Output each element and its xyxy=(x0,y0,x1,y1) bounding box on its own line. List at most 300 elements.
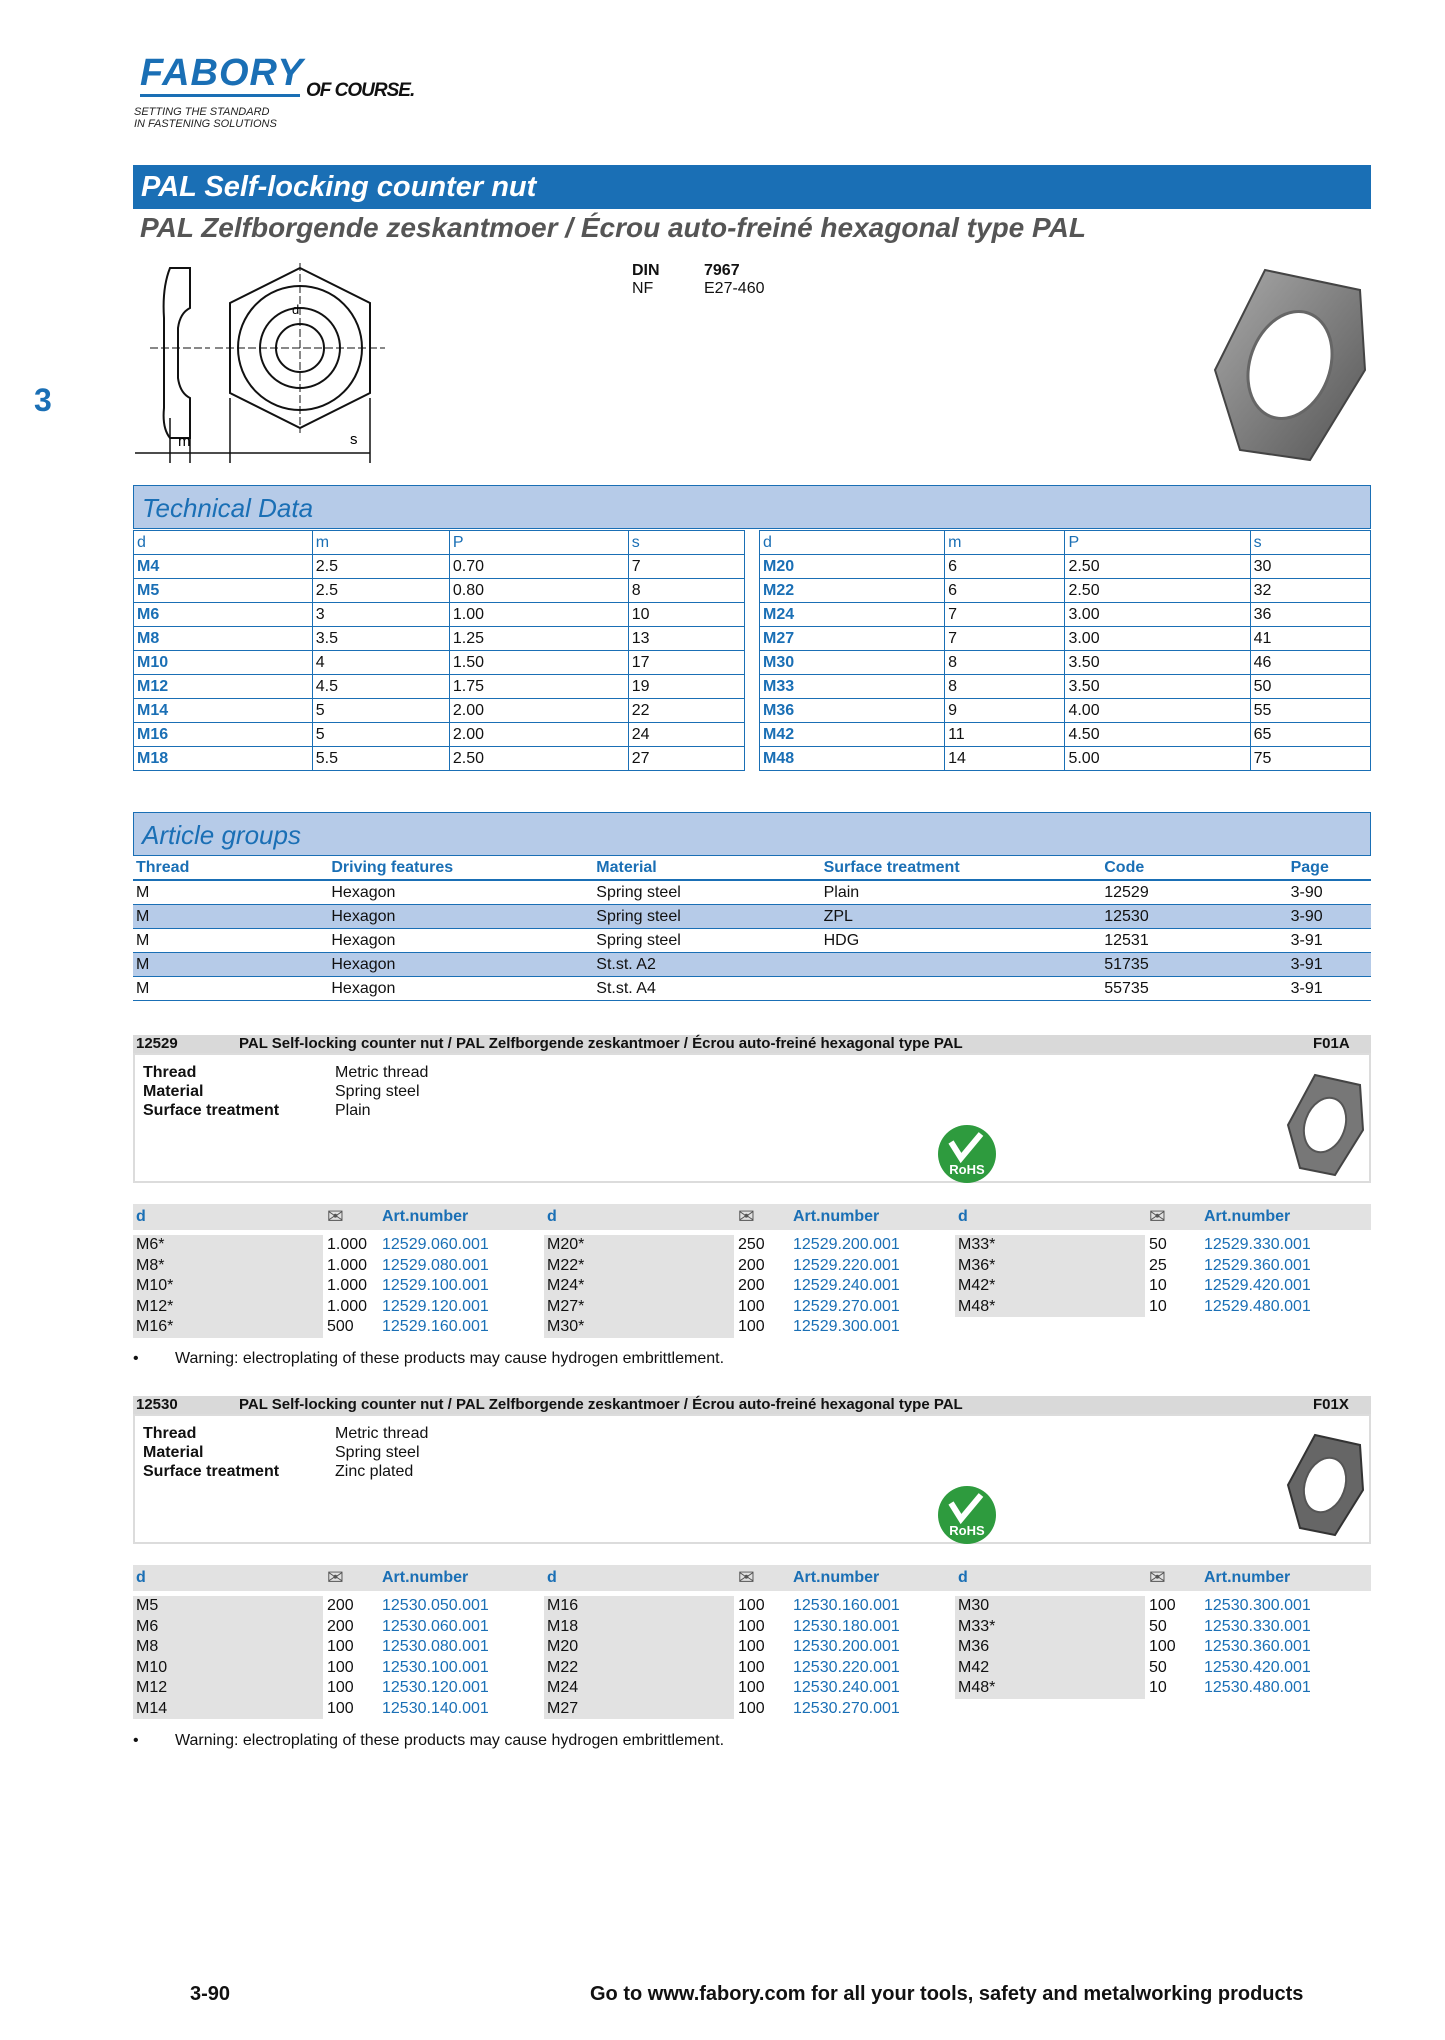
table-cell: 6 xyxy=(945,555,1065,579)
table-row xyxy=(134,723,745,747)
table-cell: 8 xyxy=(945,651,1065,675)
article-pack-qty: 50 xyxy=(1149,1236,1167,1253)
article-pack-qty: 10 xyxy=(1149,1277,1167,1294)
article-size: M30* xyxy=(544,1317,734,1338)
table-cell: 12531 xyxy=(1101,929,1287,953)
warning-note: • Warning: electroplating of these products may cause hydrogen embrittlement. xyxy=(133,1732,725,1749)
table-cell: 1.75 xyxy=(449,675,628,699)
column-header: Surface treatment xyxy=(821,856,1102,880)
table-cell: M8 xyxy=(134,627,313,651)
chapter-number: 3 xyxy=(34,382,52,418)
column-header-art-number: Art.number xyxy=(1204,1569,1291,1586)
package-icon: ✉ xyxy=(327,1567,344,1589)
package-icon: ✉ xyxy=(1149,1567,1166,1589)
article-size: M6 xyxy=(133,1617,323,1638)
article-row[interactable] xyxy=(955,1596,1366,1617)
table-cell: 5.00 xyxy=(1065,747,1250,771)
table-cell: 10 xyxy=(628,603,744,627)
technical-data-heading: Technical Data xyxy=(133,485,1371,529)
table-cell: 50 xyxy=(1250,675,1370,699)
table-cell: M30 xyxy=(760,651,945,675)
table-cell: M27 xyxy=(760,627,945,651)
table-cell: 2.50 xyxy=(1065,555,1250,579)
table-cell: 51735 xyxy=(1101,953,1287,977)
article-row[interactable] xyxy=(133,1637,544,1658)
table-cell: 8 xyxy=(945,675,1065,699)
property-label: Material xyxy=(143,1444,204,1461)
article-row[interactable] xyxy=(133,1235,544,1256)
property-value: Spring steel xyxy=(335,1083,420,1100)
table-cell: M xyxy=(133,929,328,953)
product-header xyxy=(133,1396,1371,1414)
article-size: M27 xyxy=(544,1699,734,1720)
article-row[interactable] xyxy=(544,1596,955,1617)
table-row xyxy=(134,555,745,579)
table-row[interactable] xyxy=(133,905,1371,929)
table-cell: 3.00 xyxy=(1065,603,1250,627)
article-row[interactable] xyxy=(955,1658,1366,1679)
article-number-link[interactable]: 12529.240.001 xyxy=(793,1277,900,1294)
table-row xyxy=(760,603,1371,627)
article-pack-qty: 100 xyxy=(738,1597,765,1614)
article-size: M20 xyxy=(544,1637,734,1658)
article-row[interactable] xyxy=(955,1637,1366,1658)
rohs-icon xyxy=(937,1485,997,1545)
article-size: M8 xyxy=(133,1637,323,1658)
property-row xyxy=(135,1101,1369,1120)
article-pack-qty: 100 xyxy=(1149,1638,1176,1655)
article-pack-qty: 1.000 xyxy=(327,1236,368,1253)
article-pack-qty: 100 xyxy=(1149,1597,1176,1614)
table-cell: 2.5 xyxy=(312,579,449,603)
table-cell: 1.00 xyxy=(449,603,628,627)
article-row[interactable] xyxy=(133,1699,544,1720)
article-number-link[interactable]: 12530.080.001 xyxy=(382,1638,489,1655)
column-header-art-number: Art.number xyxy=(793,1569,880,1586)
product-thumbnail xyxy=(1285,1430,1365,1540)
svg-text:RoHS: RoHS xyxy=(949,1162,985,1177)
table-cell: 41 xyxy=(1250,627,1370,651)
column-header-art-number: Art.number xyxy=(382,1569,469,1586)
table-cell: 1.25 xyxy=(449,627,628,651)
table-cell: M10 xyxy=(134,651,313,675)
table-row xyxy=(760,747,1371,771)
property-label: Thread xyxy=(143,1064,197,1081)
standard-row xyxy=(632,280,765,298)
article-size: M16* xyxy=(133,1317,323,1338)
article-row[interactable] xyxy=(133,1617,544,1638)
table-row xyxy=(760,723,1371,747)
article-pack-qty: 200 xyxy=(738,1277,765,1294)
article-pack-qty: 100 xyxy=(327,1638,354,1655)
table-cell: 32 xyxy=(1250,579,1370,603)
article-row[interactable] xyxy=(133,1256,544,1277)
product-title: PAL Self-locking counter nut / PAL Zelfborgende zeskantmoer / Écrou auto-freiné hexagonal type PAL xyxy=(239,1396,963,1413)
article-row[interactable] xyxy=(544,1297,955,1318)
article-size: M33* xyxy=(955,1617,1145,1638)
page-subtitle: PAL Zelfborgende zeskantmoer / Écrou auto-freiné hexagonal type PAL xyxy=(140,212,1086,243)
column-header: s xyxy=(1250,531,1370,555)
table-cell: M18 xyxy=(134,747,313,771)
article-pack-qty: 100 xyxy=(738,1638,765,1655)
column-header-art-number: Art.number xyxy=(1204,1208,1291,1225)
tagline-line-2: IN FASTENING SOLUTIONS xyxy=(134,118,277,130)
product-details-box xyxy=(133,1053,1371,1183)
article-number-link[interactable]: 12529.300.001 xyxy=(793,1318,900,1335)
article-number-link[interactable]: 12529.100.001 xyxy=(382,1277,489,1294)
table-cell: M12 xyxy=(134,675,313,699)
table-cell: 3 xyxy=(312,603,449,627)
column-header: Code xyxy=(1101,856,1287,880)
article-row[interactable] xyxy=(544,1637,955,1658)
column-header: d xyxy=(760,531,945,555)
product-properties xyxy=(135,1055,1369,1120)
table-cell: 1.50 xyxy=(449,651,628,675)
column-header-art-number: Art.number xyxy=(382,1208,469,1225)
table-cell: Hexagon xyxy=(328,977,593,1001)
warning-note: • Warning: electroplating of these products may cause hydrogen embrittlement. xyxy=(133,1350,725,1367)
article-pack-qty: 1.000 xyxy=(327,1256,368,1274)
column-header: d xyxy=(134,531,313,555)
article-size: M6* xyxy=(133,1235,323,1256)
article-row[interactable] xyxy=(133,1658,544,1679)
table-cell: 4 xyxy=(312,651,449,675)
article-pack-qty: 100 xyxy=(738,1617,765,1635)
table-header-row xyxy=(134,531,745,555)
article-column xyxy=(133,1596,544,1719)
column-header-d: d xyxy=(547,1569,557,1586)
property-row xyxy=(135,1082,1369,1101)
article-number-link[interactable]: 12529.080.001 xyxy=(382,1256,489,1274)
table-cell: M22 xyxy=(760,579,945,603)
article-pack-qty: 200 xyxy=(738,1256,765,1274)
tagline-line-1: SETTING THE STANDARD xyxy=(134,106,270,118)
table-cell: 12529 xyxy=(1101,880,1287,905)
article-number-link[interactable]: 12530.160.001 xyxy=(793,1597,900,1614)
package-icon: ✉ xyxy=(738,1206,755,1228)
table-cell: M14 xyxy=(134,699,313,723)
article-number-link[interactable]: 12530.240.001 xyxy=(793,1679,900,1696)
article-pack-qty: 100 xyxy=(738,1699,765,1717)
article-number-link[interactable]: 12529.270.001 xyxy=(793,1297,900,1315)
article-pack-qty: 100 xyxy=(738,1297,765,1315)
article-row[interactable] xyxy=(544,1276,955,1297)
table-cell: 11 xyxy=(945,723,1065,747)
standard-key: NF xyxy=(632,280,654,297)
article-pack-qty: 1.000 xyxy=(327,1277,368,1294)
table-row xyxy=(134,699,745,723)
column-header: m xyxy=(312,531,449,555)
standards-list xyxy=(632,262,765,298)
article-column xyxy=(544,1596,955,1719)
standard-value: 7967 xyxy=(704,262,740,279)
product-thumbnail xyxy=(1285,1070,1365,1180)
product-photo xyxy=(1210,260,1370,470)
article-pack-qty: 250 xyxy=(738,1236,765,1253)
table-cell: 30 xyxy=(1250,555,1370,579)
table-cell: Spring steel xyxy=(593,880,820,905)
logo-underline xyxy=(140,94,300,97)
standard-row xyxy=(632,262,765,280)
table-cell: M24 xyxy=(760,603,945,627)
table-row xyxy=(760,579,1371,603)
article-number-link[interactable]: 12530.420.001 xyxy=(1204,1658,1311,1676)
article-number-link[interactable]: 12529.160.001 xyxy=(382,1318,489,1335)
article-size: M36* xyxy=(955,1256,1145,1277)
product-title: PAL Self-locking counter nut / PAL Zelfborgende zeskantmoer / Écrou auto-freiné hexagonal type PAL xyxy=(239,1035,963,1052)
article-number-link[interactable]: 12529.120.001 xyxy=(382,1297,489,1315)
article-pack-qty: 1.000 xyxy=(327,1297,368,1315)
article-row[interactable] xyxy=(544,1256,955,1277)
table-cell: 2.50 xyxy=(449,747,628,771)
article-number-link[interactable]: 12529.360.001 xyxy=(1204,1256,1311,1274)
article-row[interactable] xyxy=(133,1596,544,1617)
table-cell: 3.50 xyxy=(1065,675,1250,699)
article-row[interactable] xyxy=(544,1678,955,1699)
table-cell: 19 xyxy=(628,675,744,699)
table-cell: 5 xyxy=(312,723,449,747)
article-number-link[interactable]: 12530.050.001 xyxy=(382,1597,489,1614)
article-number-link[interactable]: 12530.200.001 xyxy=(793,1638,900,1655)
article-pack-qty: 100 xyxy=(327,1658,354,1676)
article-row[interactable] xyxy=(955,1617,1366,1638)
property-label: Surface treatment xyxy=(143,1463,280,1480)
article-size: M33* xyxy=(955,1235,1145,1256)
article-number-link[interactable]: 12529.200.001 xyxy=(793,1236,900,1253)
table-cell: 12530 xyxy=(1101,905,1287,929)
article-row[interactable] xyxy=(955,1276,1366,1297)
footer-link-text[interactable]: Go to www.fabory.com for all your tools, safety and metalworking products xyxy=(590,1983,1304,2005)
article-number-link[interactable]: 12530.480.001 xyxy=(1204,1679,1311,1696)
table-row xyxy=(760,627,1371,651)
article-size: M48* xyxy=(955,1678,1145,1699)
article-size: M18 xyxy=(544,1617,734,1638)
article-column xyxy=(955,1596,1366,1699)
article-row[interactable] xyxy=(544,1617,955,1638)
table-row xyxy=(134,603,745,627)
article-size: M12* xyxy=(133,1297,323,1318)
article-number-link[interactable]: 12530.330.001 xyxy=(1204,1617,1311,1635)
article-pack-qty: 200 xyxy=(327,1597,354,1614)
table-row[interactable] xyxy=(133,929,1371,953)
table-row xyxy=(134,651,745,675)
table-cell: 7 xyxy=(945,627,1065,651)
article-size: M10* xyxy=(133,1276,323,1297)
column-header-d: d xyxy=(547,1208,557,1225)
article-size: M42 xyxy=(955,1658,1145,1679)
table-cell: M20 xyxy=(760,555,945,579)
standard-value: E27-460 xyxy=(704,280,765,297)
table-cell: 7 xyxy=(945,603,1065,627)
article-row[interactable] xyxy=(544,1658,955,1679)
table-row xyxy=(760,699,1371,723)
table-cell: M xyxy=(133,905,328,929)
table-cell: 2.50 xyxy=(1065,579,1250,603)
column-header: P xyxy=(1065,531,1250,555)
column-header: Driving features xyxy=(328,856,593,880)
warning-text: Warning: electroplating of these products may cause hydrogen embrittlement. xyxy=(175,1732,725,1749)
table-header-row xyxy=(133,856,1371,880)
article-pack-qty: 500 xyxy=(327,1318,354,1335)
article-number-link[interactable]: 12529.060.001 xyxy=(382,1236,489,1253)
product-header xyxy=(133,1035,1371,1053)
article-number-link[interactable]: 12529.220.001 xyxy=(793,1256,900,1274)
table-cell: Hexagon xyxy=(328,953,593,977)
article-list xyxy=(133,1235,1371,1345)
property-row xyxy=(135,1424,1369,1443)
brand-logo: FABORY xyxy=(140,52,304,94)
page-title: PAL Self-locking counter nut xyxy=(133,165,1371,209)
article-column xyxy=(955,1235,1366,1317)
svg-text:RoHS: RoHS xyxy=(949,1523,985,1538)
property-row xyxy=(135,1462,1369,1481)
article-groups-heading: Article groups xyxy=(133,812,1371,856)
article-number-link[interactable]: 12530.140.001 xyxy=(382,1699,489,1717)
table-cell: M33 xyxy=(760,675,945,699)
table-cell: Hexagon xyxy=(328,905,593,929)
article-row[interactable] xyxy=(955,1297,1366,1318)
article-number-link[interactable]: 12530.060.001 xyxy=(382,1617,489,1635)
property-row xyxy=(135,1063,1369,1082)
column-header-d: d xyxy=(958,1208,968,1225)
table-row[interactable] xyxy=(133,953,1371,977)
table-cell: 14 xyxy=(945,747,1065,771)
table-cell: 2.5 xyxy=(312,555,449,579)
table-cell: 3.50 xyxy=(1065,651,1250,675)
table-cell: Hexagon xyxy=(328,929,593,953)
logo-slogan: OF COURSE. xyxy=(306,80,415,101)
article-row[interactable] xyxy=(133,1678,544,1699)
table-cell: 5.5 xyxy=(312,747,449,771)
table-cell: 3-90 xyxy=(1288,905,1371,929)
article-pack-qty: 200 xyxy=(327,1617,354,1635)
article-size: M36 xyxy=(955,1637,1145,1658)
table-row xyxy=(134,675,745,699)
table-row xyxy=(760,675,1371,699)
article-size: M48* xyxy=(955,1297,1145,1318)
table-cell: 3.00 xyxy=(1065,627,1250,651)
table-cell: 4.50 xyxy=(1065,723,1250,747)
article-number-link[interactable]: 12530.220.001 xyxy=(793,1658,900,1676)
article-row[interactable] xyxy=(544,1699,955,1720)
article-row[interactable] xyxy=(544,1317,955,1338)
article-list-header xyxy=(133,1565,1371,1591)
article-pack-qty: 10 xyxy=(1149,1297,1167,1315)
article-row[interactable] xyxy=(955,1678,1366,1699)
article-size: M42* xyxy=(955,1276,1145,1297)
package-icon: ✉ xyxy=(738,1567,755,1589)
article-row[interactable] xyxy=(955,1256,1366,1277)
table-cell: 46 xyxy=(1250,651,1370,675)
article-groups-table xyxy=(133,856,1371,1001)
table-cell: M xyxy=(133,880,328,905)
table-cell: M xyxy=(133,953,328,977)
table-cell: 13 xyxy=(628,627,744,651)
table-cell: 22 xyxy=(628,699,744,723)
table-cell: Plain xyxy=(821,880,1102,905)
table-cell xyxy=(821,977,1102,1001)
article-pack-qty: 10 xyxy=(1149,1679,1167,1696)
article-column xyxy=(133,1235,544,1338)
column-header: Thread xyxy=(133,856,328,880)
product-code: 12530 xyxy=(136,1396,178,1413)
article-number-link[interactable]: 12529.330.001 xyxy=(1204,1236,1311,1253)
article-row[interactable] xyxy=(544,1235,955,1256)
table-cell: Spring steel xyxy=(593,929,820,953)
rohs-icon xyxy=(937,1124,997,1184)
product-code: 12529 xyxy=(136,1035,178,1052)
article-list-header xyxy=(133,1204,1371,1230)
table-cell: M48 xyxy=(760,747,945,771)
table-cell: 65 xyxy=(1250,723,1370,747)
table-row[interactable] xyxy=(133,880,1371,905)
article-number-link[interactable]: 12529.480.001 xyxy=(1204,1297,1311,1315)
property-row xyxy=(135,1443,1369,1462)
article-row[interactable] xyxy=(133,1317,544,1338)
product-ref: F01A xyxy=(1313,1035,1350,1052)
article-row[interactable] xyxy=(133,1297,544,1318)
article-row[interactable] xyxy=(955,1235,1366,1256)
article-size: M22* xyxy=(544,1256,734,1277)
table-cell: 7 xyxy=(628,555,744,579)
article-number-link[interactable]: 12530.300.001 xyxy=(1204,1597,1311,1614)
property-label: Surface treatment xyxy=(143,1102,280,1119)
column-header: P xyxy=(449,531,628,555)
table-cell: Spring steel xyxy=(593,905,820,929)
table-cell: 4.5 xyxy=(312,675,449,699)
article-column xyxy=(544,1235,955,1338)
table-cell: 55735 xyxy=(1101,977,1287,1001)
article-number-link[interactable]: 12530.120.001 xyxy=(382,1679,489,1696)
article-pack-qty: 100 xyxy=(738,1658,765,1676)
page-number: 3-90 xyxy=(190,1983,231,2005)
column-header-d: d xyxy=(136,1569,146,1586)
product-properties xyxy=(135,1416,1369,1481)
article-row[interactable] xyxy=(133,1276,544,1297)
table-cell: HDG xyxy=(821,929,1102,953)
article-pack-qty: 100 xyxy=(738,1679,765,1696)
table-row xyxy=(134,627,745,651)
article-pack-qty: 100 xyxy=(327,1679,354,1696)
table-cell: 2.00 xyxy=(449,723,628,747)
article-number-link[interactable]: 12530.270.001 xyxy=(793,1699,900,1717)
table-row xyxy=(134,579,745,603)
table-cell: 36 xyxy=(1250,603,1370,627)
article-size: M27* xyxy=(544,1297,734,1318)
article-size: M20* xyxy=(544,1235,734,1256)
article-size: M10 xyxy=(133,1658,323,1679)
table-header-row xyxy=(760,531,1371,555)
article-number-link[interactable]: 12530.180.001 xyxy=(793,1617,900,1635)
table-cell: St.st. A4 xyxy=(593,977,820,1001)
table-cell: 3-91 xyxy=(1288,929,1371,953)
article-size: M24* xyxy=(544,1276,734,1297)
article-number-link[interactable]: 12529.420.001 xyxy=(1204,1277,1311,1294)
technical-drawing xyxy=(130,258,430,468)
article-size: M5 xyxy=(133,1596,323,1617)
article-size: M14 xyxy=(133,1699,323,1720)
property-value: Spring steel xyxy=(335,1444,420,1461)
table-row xyxy=(760,555,1371,579)
article-number-link[interactable]: 12530.360.001 xyxy=(1204,1638,1311,1655)
dim-m-label: m xyxy=(178,433,191,450)
article-number-link[interactable]: 12530.100.001 xyxy=(382,1658,489,1676)
table-cell: M6 xyxy=(134,603,313,627)
table-row[interactable] xyxy=(133,977,1371,1001)
column-header: m xyxy=(945,531,1065,555)
column-header-d: d xyxy=(958,1569,968,1586)
table-cell: M xyxy=(133,977,328,1001)
